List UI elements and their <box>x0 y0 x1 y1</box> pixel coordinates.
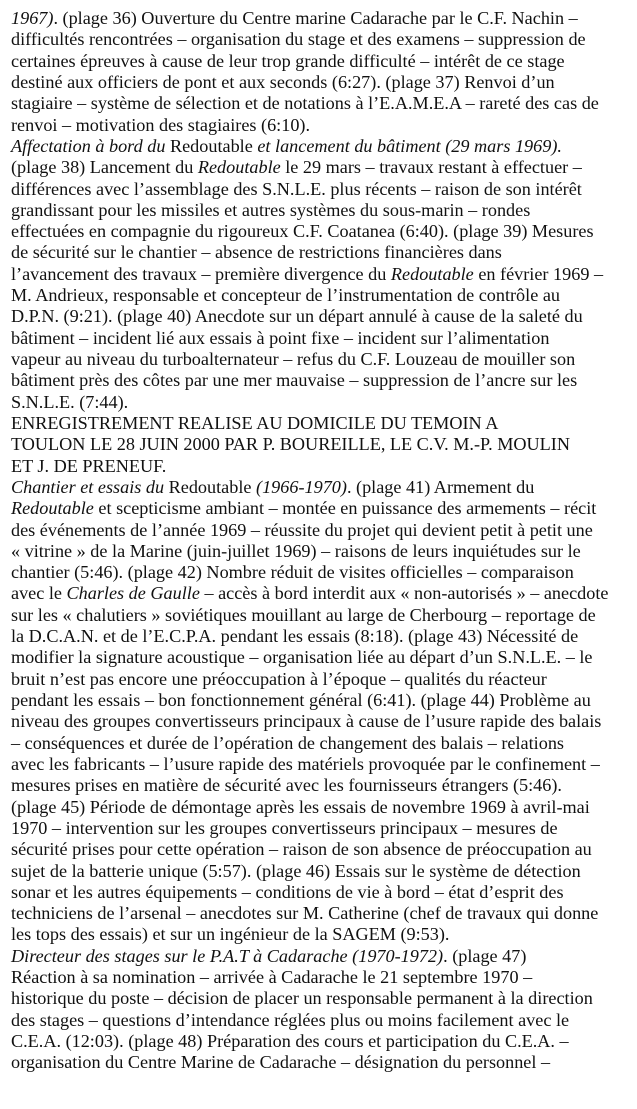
text-line <box>11 1010 633 1031</box>
italic-text-segment: Redoutable <box>197 157 281 178</box>
text-segment: renvoi – motivation des stagiaires (6:10). <box>11 114 311 135</box>
text-segment: bâtiment près des côtes par une mer mauvaise – suppression de l’ancre sur les <box>11 370 578 391</box>
text-segment: difficultés rencontrées – organisation du stage et des examens – suppression de <box>11 29 586 50</box>
italic-text-segment: (1966-1970) <box>251 476 347 497</box>
text-line <box>11 861 633 882</box>
text-line <box>11 72 633 93</box>
text-line <box>11 51 633 72</box>
text-segment: – conséquences et durée de l’opération de changement des balais – relations <box>11 732 564 753</box>
italic-text-segment: Directeur des stages sur le P.A.T à Cadarache (1970-1972) <box>11 945 444 966</box>
text-segment: avec le <box>11 583 67 604</box>
text-line <box>11 605 633 626</box>
text-line <box>11 157 633 178</box>
text-line <box>11 1052 633 1073</box>
text-line <box>11 818 633 839</box>
text-segment: sur les « chalutiers » soviétiques mouillant au large de Cherbourg – reportage de <box>11 604 596 625</box>
text-line <box>11 946 633 967</box>
text-segment: effectuées en compagnie du rigoureux C.F. Coatanea (6:40). (plage 39) Mesures <box>11 221 594 242</box>
text-segment: sécurité prises pour cette opération – raison de son absence de préoccupation au <box>11 839 592 860</box>
text-line <box>11 200 633 221</box>
text-line <box>11 306 633 327</box>
text-line <box>11 8 633 29</box>
text-line <box>11 413 633 434</box>
italic-text-segment: Affectation à bord du <box>11 135 170 156</box>
text-segment: D.P.N. (9:21). (plage 40) Anecdote sur un départ annulé à cause de la saleté du <box>11 306 583 327</box>
text-line <box>11 882 633 903</box>
text-segment: historique du poste – décision de placer un responsable permanent à la direction <box>11 988 593 1009</box>
text-line <box>11 349 633 370</box>
text-segment: les tops des essais) et sur un ingénieur de la SAGEM (9:53). <box>11 924 450 945</box>
text-segment: de sécurité sur le chantier – absence de restrictions financières dans <box>11 242 502 263</box>
text-line <box>11 626 633 647</box>
text-segment: certaines épreuves à cause de leur trop grande difficulté – intérêt de ce stage <box>11 50 565 71</box>
text-segment: (plage 38) Lancement du <box>11 157 198 178</box>
text-line <box>11 733 633 754</box>
text-segment: l’avancement des travaux – première divergence du <box>11 263 391 284</box>
text-segment: des événements de l’année 1969 – réussite du projet qui devient petit à petit une <box>11 519 593 540</box>
text-segment: en février 1969 – <box>473 263 604 284</box>
text-line <box>11 797 633 818</box>
text-segment: TOULON LE 28 JUIN 2000 PAR P. BOUREILLE, LE C.V. M.-P. MOULIN <box>11 434 570 455</box>
text-segment: et scepticisme ambiant – montée en puissance des armements – récit <box>93 498 597 519</box>
text-line <box>11 285 633 306</box>
text-segment: stagiaire – système de sélection et de notations à l’E.A.M.E.A – rareté des cas de <box>11 93 599 114</box>
text-segment: niveau des groupes convertisseurs principaux à cause de l’usure rapide des balais <box>11 711 602 732</box>
text-segment: . (plage 36) Ouverture du Centre marine Cadarache par le C.F. Nachin – <box>53 8 578 28</box>
text-segment: vapeur au niveau du turboalternateur – refus du C.F. Louzeau de mouiller son <box>11 349 576 369</box>
text-line <box>11 392 633 413</box>
text-line <box>11 562 633 583</box>
text-line <box>11 221 633 242</box>
text-segment: destiné aux officiers de pont et aux seconds (6:27). (plage 37) Renvoi d’un <box>11 71 555 92</box>
text-segment: « vitrine » de la Marine (juin-juillet 1969) – raisons de leurs inquiétudes sur le <box>11 540 581 561</box>
text-segment: Réaction à sa nomination – arrivée à Cadarache le 21 septembre 1970 – <box>11 967 533 988</box>
text-line <box>11 434 633 455</box>
text-segment: M. Andrieux, responsable et concepteur de l’instrumentation de contrôle au <box>11 285 560 306</box>
text-line <box>11 242 633 263</box>
text-line <box>11 775 633 796</box>
text-segment: C.E.A. (12:03). (plage 48) Préparation des cours et participation du C.E.A. – <box>11 1031 569 1051</box>
text-segment: la D.C.A.N. et de l’E.C.P.A. pendant les essais (8:18). (plage 43) Nécessité de <box>11 626 579 647</box>
text-segment: bruit n’est pas encore une préoccupation à l’époque – qualités du réacteur <box>11 668 547 689</box>
text-line <box>11 136 633 157</box>
text-line <box>11 754 633 775</box>
italic-text-segment: et lancement du bâtiment (29 mars 1969). <box>252 135 562 156</box>
text-segment: sujet de la batterie unique (5:57). (plage 46) Essais sur le système de détection <box>11 860 581 881</box>
text-segment: pendant les essais – bon fonctionnement général (6:41). (plage 44) Problème au <box>11 690 591 710</box>
text-segment: . (plage 47) <box>443 945 527 966</box>
text-segment: chantier (5:46). (plage 42) Nombre réduit de visites officielles – comparaison <box>11 562 574 583</box>
text-segment: grandissant pour les missiles et autres systèmes du sous-marin – rondes <box>11 199 531 220</box>
text-line <box>11 690 633 711</box>
text-segment: Redoutable <box>168 476 252 497</box>
text-segment: bâtiment – incident lié aux essais à point fixe – incident sur l’alimentation <box>11 327 550 348</box>
text-line <box>11 839 633 860</box>
text-line <box>11 669 633 690</box>
text-line <box>11 520 633 541</box>
text-segment: 1970 – intervention sur les groupes convertisseurs principaux – mesures de <box>11 817 558 838</box>
text-line <box>11 477 633 498</box>
text-line <box>11 179 633 200</box>
text-line <box>11 456 633 477</box>
text-line <box>11 93 633 114</box>
text-line <box>11 924 633 945</box>
text-line <box>11 711 633 732</box>
text-line <box>11 115 633 136</box>
text-segment: S.N.L.E. (7:44). <box>11 391 129 412</box>
text-line <box>11 583 633 604</box>
italic-text-segment: 1967) <box>11 8 54 28</box>
text-line <box>11 903 633 924</box>
text-segment: mesures prises en matière de sécurité avec les fournisseurs étrangers (5:46). <box>11 775 562 796</box>
text-line <box>11 647 633 668</box>
text-segment: ET J. DE PRENEUF. <box>11 455 167 476</box>
text-line <box>11 1031 633 1052</box>
document-page <box>11 8 633 1074</box>
text-segment: techniciens de l’arsenal – anecdotes sur M. Catherine (chef de travaux qui donne <box>11 903 599 924</box>
text-segment: le 29 mars – travaux restant à effectuer – <box>280 157 582 178</box>
text-line <box>11 498 633 519</box>
text-segment: avec les fabricants – l’usure rapide des matériels provoquée par le confinement – <box>11 753 600 774</box>
text-line <box>11 29 633 50</box>
text-line <box>11 541 633 562</box>
text-segment: . (plage 41) Armement du <box>346 476 535 497</box>
text-segment: (plage 45) Période de démontage après les essais de novembre 1969 à avril-mai <box>11 796 590 817</box>
text-line <box>11 264 633 285</box>
text-segment: sonar et les autres équipements – conditions de vie à bord – état d’esprit des <box>11 881 564 902</box>
text-line <box>11 967 633 988</box>
text-segment: – accès à bord interdit aux « non-autorisés » – anecdote <box>199 583 609 604</box>
text-segment: modifier la signature acoustique – organisation liée au départ d’un S.N.L.E. – le <box>11 647 593 668</box>
text-segment: Redoutable <box>169 135 253 156</box>
text-line <box>11 370 633 391</box>
italic-text-segment: Charles de Gaulle <box>66 583 200 604</box>
italic-text-segment: Redoutable <box>11 498 94 519</box>
text-line <box>11 328 633 349</box>
text-segment: différences avec l’assemblage des S.N.L.E. plus récents – raison de son intérêt <box>11 178 582 199</box>
text-segment: organisation du Centre Marine de Cadarache – désignation du personnel – <box>11 1052 551 1073</box>
italic-text-segment: Redoutable <box>390 263 474 284</box>
italic-text-segment: Chantier et essais du <box>11 476 169 497</box>
text-line <box>11 988 633 1009</box>
text-segment: des stages – questions d’intendance réglées plus ou moins facilement avec le <box>11 1009 570 1030</box>
text-segment: ENREGISTREMENT REALISE AU DOMICILE DU TEMOIN A <box>11 412 499 433</box>
